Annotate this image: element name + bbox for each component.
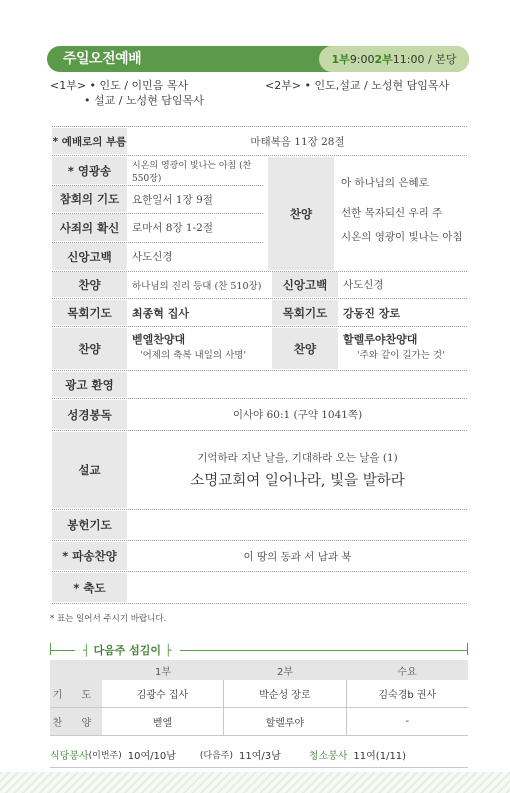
prayer-part1: 김광수 집사 <box>102 680 224 707</box>
choir1-label: 찬양 <box>52 328 127 369</box>
divider <box>52 326 467 327</box>
service-time-pill <box>319 46 469 72</box>
next-servers-table <box>50 660 468 736</box>
hymn-part2: 할렐루야 <box>224 708 346 735</box>
choir2-label: 찬양 <box>272 328 338 369</box>
divider <box>50 767 468 768</box>
divider <box>52 155 467 156</box>
prayer-of-confession-value: 요한일서 1장 9절 <box>132 193 213 206</box>
second-service-leaders: <2부> • 인도,설교 / 노성현 담임목사 <box>265 79 450 92</box>
service-duty-row <box>50 742 468 766</box>
offering-prayer-label: 봉헌기도 <box>52 511 127 539</box>
hymn-wednesday: - <box>405 716 410 727</box>
pastoral-prayer-1-value: 최종혁 집사 <box>132 306 189 320</box>
praise-right-label: 찬양 <box>268 157 334 270</box>
divider <box>52 430 467 431</box>
meal-next-week-value: 11여/3남 <box>239 750 281 762</box>
creed2-value: 사도신경 <box>343 279 384 291</box>
header-wednesday: 수요 <box>397 666 417 678</box>
choir1-block <box>132 331 272 362</box>
sending-hymn-label: * 파송찬양 <box>52 542 127 570</box>
doxology-value: 시온의 영광이 빛나는 아침 (찬 550장) <box>132 160 252 184</box>
table-row <box>50 680 468 708</box>
assurance-value: 로마서 8장 1-2절 <box>132 222 213 234</box>
divider <box>52 540 467 541</box>
section-rule-tick <box>467 643 468 655</box>
choir1-name: 벧엘찬양대 <box>132 332 186 346</box>
divider <box>52 509 467 510</box>
section-rule-tick <box>50 643 51 655</box>
bracket-left-icon: ┤ <box>83 644 90 657</box>
service-title: 주일오전예배 <box>63 51 142 67</box>
cleaning-duty-value: 11여(1/11) <box>353 750 407 762</box>
part1-label: 1부 <box>331 53 350 66</box>
pastoral-prayer-label: 목회기도 <box>52 300 127 325</box>
creed2-label: 신앙고백 <box>272 272 338 297</box>
pastoral-prayer-2-value: 강동진 장로 <box>343 306 400 320</box>
header-spacer <box>50 660 102 680</box>
table-header <box>50 660 468 680</box>
part2-label: 2부 <box>374 53 393 66</box>
part1-time: 9:00 <box>349 52 375 66</box>
part2-time: 11:00 / 본당 <box>392 53 457 66</box>
prayer-part2: 박순성 장로 <box>224 680 346 707</box>
divider <box>52 571 467 572</box>
hymn-value: 하나님의 진리 등대 (찬 510장) <box>132 280 262 292</box>
sermon-title: 소명교회여 일어나라, 빛을 발하라 <box>190 472 405 489</box>
divider <box>52 398 467 399</box>
creed-label: 신앙고백 <box>52 243 127 270</box>
standing-note: * 표는 일어서 주시기 바랍니다. <box>50 614 167 624</box>
decorative-stripe <box>0 772 510 793</box>
header-part1: 1부 <box>154 666 172 678</box>
pastoral-prayer-2-label: 목회기도 <box>272 300 338 325</box>
scripture-reading-value: 이사야 60:1 (구약 1041쪽) <box>232 409 363 421</box>
header-part2: 2부 <box>276 666 294 678</box>
choir2-name: 할렐루야찬양대 <box>343 332 418 346</box>
hymn-part1: 벧엘 <box>102 708 224 735</box>
scripture-reading-label: 성경봉독 <box>52 400 127 429</box>
sermon-label: 설교 <box>52 432 127 508</box>
call-to-worship-label: * 예배로의 부름 <box>52 128 127 154</box>
meal-next-week-tag: (다음주) <box>199 750 233 761</box>
doxology-label: * 영광송 <box>52 157 127 184</box>
sermon-series: 기억하라 지난 날을, 기대하라 오는 날을 (1) <box>197 451 398 464</box>
assurance-label: 사죄의 확신 <box>52 214 127 241</box>
next-servers-title-text: 다음주 섬김이 <box>93 644 162 657</box>
divider <box>52 370 467 371</box>
meal-duty-label: 식당봉사 <box>50 750 89 762</box>
divider <box>52 298 467 299</box>
sending-hymn-value: 이 땅의 동과 서 남과 북 <box>243 550 352 563</box>
first-service-preacher: • 설교 / 노성현 담임목사 <box>84 94 204 107</box>
first-service-leaders <box>50 78 204 108</box>
first-service-prefix: <1부> • <box>50 79 97 92</box>
prayer-wednesday: 김숙경b 권사 <box>378 690 437 701</box>
divider <box>52 603 467 604</box>
praise-song-3: 시온의 영광이 빛나는 아침 <box>341 230 463 243</box>
service-header <box>47 46 469 72</box>
meal-this-week-value: 10여/10남 <box>127 750 176 762</box>
first-service-leader: 인도 / 이민음 목사 <box>99 79 189 92</box>
choir2-song: '주와 같이 길가는 것' <box>357 350 445 361</box>
call-to-worship-value: 마태복음 11장 28절 <box>250 135 345 148</box>
next-servers-title <box>75 642 180 658</box>
row-key-prayer: 기 도 <box>50 680 102 707</box>
praise-song-2: 선한 목자되신 우리 주 <box>341 206 443 219</box>
creed-value: 사도신경 <box>132 251 173 263</box>
hymn-label: 찬양 <box>52 272 127 297</box>
announcements-label: 광고 환영 <box>52 372 127 397</box>
choir2-block <box>343 331 467 362</box>
row-key-hymn: 찬 양 <box>50 708 102 735</box>
prayer-of-confession-label: 참회의 기도 <box>52 186 127 212</box>
choir1-song: '어제의 축복 내일의 사명' <box>140 350 247 361</box>
divider <box>52 126 467 127</box>
benediction-label: * 축도 <box>52 573 127 602</box>
praise-song-1: 아 하나님의 은혜로 <box>341 176 429 189</box>
meal-this-week-tag: (이번주) <box>88 750 122 761</box>
cleaning-duty-label: 청소봉사 <box>308 750 348 762</box>
table-row <box>50 708 468 736</box>
bracket-right-icon: ├ <box>164 644 172 657</box>
